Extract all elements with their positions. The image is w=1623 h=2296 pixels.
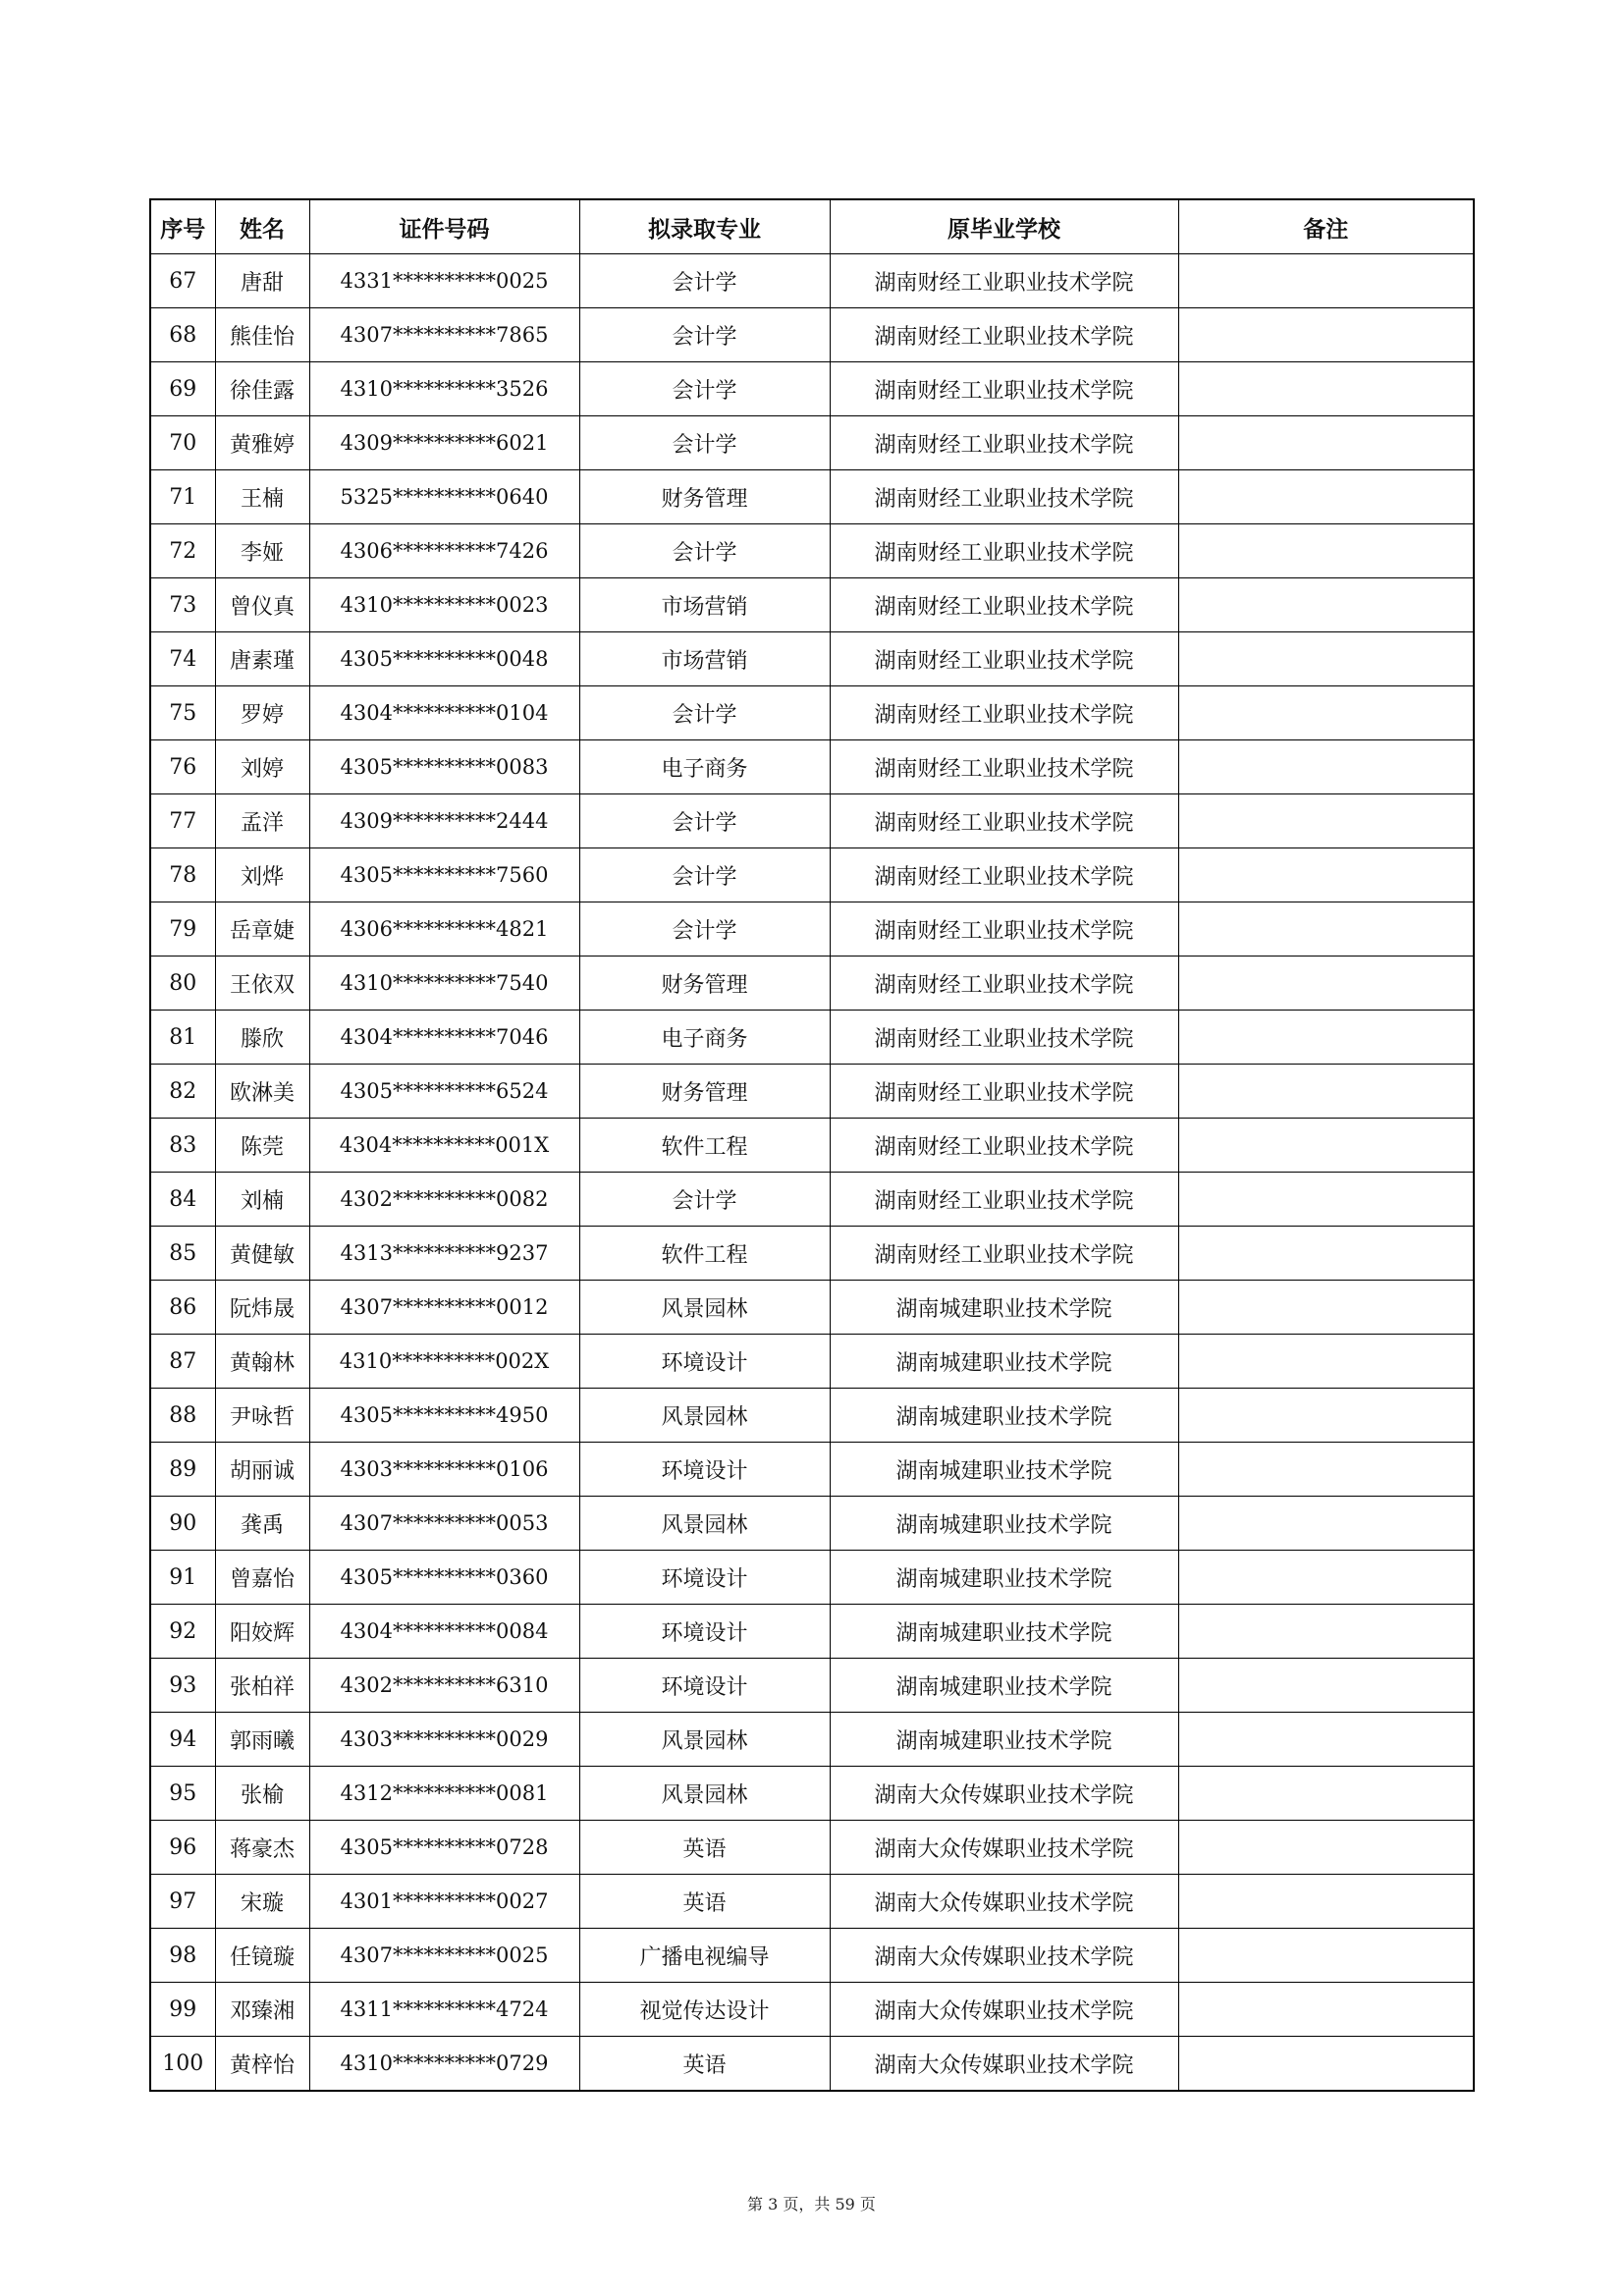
cell-id-number: 4305**********6524: [309, 1065, 579, 1119]
cell-major: 市场营销: [579, 578, 830, 632]
cell-index: 77: [150, 794, 215, 848]
table-row: [150, 848, 1474, 902]
cell-school: 湖南财经工业职业技术学院: [830, 902, 1178, 957]
cell-index: 91: [150, 1551, 215, 1605]
cell-id-number: 4302**********6310: [309, 1659, 579, 1713]
cell-name: 胡丽诚: [215, 1443, 309, 1497]
cell-index: 74: [150, 632, 215, 686]
cell-id-number: 4302**********0082: [309, 1173, 579, 1227]
table-row: [150, 1335, 1474, 1389]
cell-school: 湖南城建职业技术学院: [830, 1389, 1178, 1443]
cell-major: 风景园林: [579, 1389, 830, 1443]
cell-index: 98: [150, 1929, 215, 1983]
table-row: [150, 686, 1474, 740]
cell-remark: [1178, 1713, 1474, 1767]
table-row: [150, 902, 1474, 957]
cell-index: 71: [150, 470, 215, 524]
page-footer: 第 3 页，共 59 页: [747, 2195, 876, 2214]
cell-major: 会计学: [579, 848, 830, 902]
admission-list-sheet: [149, 198, 1473, 2092]
table-row: [150, 1659, 1474, 1713]
cell-index: 87: [150, 1335, 215, 1389]
cell-remark: [1178, 1281, 1474, 1335]
cell-name: 张榆: [215, 1767, 309, 1821]
cell-name: 黄雅婷: [215, 416, 309, 470]
cell-school: 湖南财经工业职业技术学院: [830, 470, 1178, 524]
cell-id-number: 4310**********0729: [309, 2037, 579, 2092]
cell-major: 会计学: [579, 362, 830, 416]
cell-remark: [1178, 957, 1474, 1011]
cell-school: 湖南城建职业技术学院: [830, 1659, 1178, 1713]
table-row: [150, 1065, 1474, 1119]
cell-name: 王依双: [215, 957, 309, 1011]
cell-name: 刘婷: [215, 740, 309, 794]
cell-index: 68: [150, 308, 215, 362]
cell-id-number: 4305**********7560: [309, 848, 579, 902]
table-row: [150, 632, 1474, 686]
cell-school: 湖南城建职业技术学院: [830, 1443, 1178, 1497]
cell-index: 76: [150, 740, 215, 794]
cell-index: 70: [150, 416, 215, 470]
cell-school: 湖南大众传媒职业技术学院: [830, 1929, 1178, 1983]
cell-major: 风景园林: [579, 1767, 830, 1821]
cell-major: 视觉传达设计: [579, 1983, 830, 2037]
cell-remark: [1178, 1767, 1474, 1821]
cell-index: 67: [150, 254, 215, 308]
table-header-row: [150, 199, 1474, 254]
cell-name: 徐佳露: [215, 362, 309, 416]
cell-name: 罗婷: [215, 686, 309, 740]
header-id-number: 证件号码: [309, 199, 579, 254]
cell-name: 郭雨曦: [215, 1713, 309, 1767]
cell-index: 72: [150, 524, 215, 578]
cell-name: 滕欣: [215, 1011, 309, 1065]
cell-major: 会计学: [579, 308, 830, 362]
cell-name: 阳姣辉: [215, 1605, 309, 1659]
cell-major: 市场营销: [579, 632, 830, 686]
table-row: [150, 794, 1474, 848]
cell-id-number: 4305**********0048: [309, 632, 579, 686]
cell-id-number: 4309**********6021: [309, 416, 579, 470]
cell-remark: [1178, 416, 1474, 470]
header-school: 原毕业学校: [830, 199, 1178, 254]
cell-major: 软件工程: [579, 1227, 830, 1281]
cell-id-number: 4309**********2444: [309, 794, 579, 848]
table-row: [150, 1929, 1474, 1983]
cell-major: 会计学: [579, 794, 830, 848]
cell-id-number: 4303**********0029: [309, 1713, 579, 1767]
cell-major: 会计学: [579, 686, 830, 740]
cell-index: 97: [150, 1875, 215, 1929]
cell-index: 73: [150, 578, 215, 632]
cell-name: 曾嘉怡: [215, 1551, 309, 1605]
table-row: [150, 1767, 1474, 1821]
cell-id-number: 4307**********7865: [309, 308, 579, 362]
header-major: 拟录取专业: [579, 199, 830, 254]
cell-school: 湖南财经工业职业技术学院: [830, 416, 1178, 470]
cell-name: 黄健敏: [215, 1227, 309, 1281]
cell-index: 95: [150, 1767, 215, 1821]
table-body: [150, 254, 1474, 2092]
cell-index: 94: [150, 1713, 215, 1767]
cell-index: 79: [150, 902, 215, 957]
cell-id-number: 4306**********7426: [309, 524, 579, 578]
cell-index: 88: [150, 1389, 215, 1443]
cell-name: 唐素瑾: [215, 632, 309, 686]
cell-major: 会计学: [579, 1173, 830, 1227]
cell-major: 会计学: [579, 254, 830, 308]
cell-major: 电子商务: [579, 1011, 830, 1065]
table-row: [150, 470, 1474, 524]
cell-remark: [1178, 1335, 1474, 1389]
cell-school: 湖南财经工业职业技术学院: [830, 578, 1178, 632]
cell-remark: [1178, 1605, 1474, 1659]
cell-index: 78: [150, 848, 215, 902]
cell-school: 湖南财经工业职业技术学院: [830, 794, 1178, 848]
cell-index: 100: [150, 2037, 215, 2092]
cell-name: 黄梓怡: [215, 2037, 309, 2092]
table-row: [150, 1497, 1474, 1551]
cell-name: 熊佳怡: [215, 308, 309, 362]
cell-id-number: 5325**********0640: [309, 470, 579, 524]
cell-school: 湖南财经工业职业技术学院: [830, 848, 1178, 902]
cell-id-number: 4301**********0027: [309, 1875, 579, 1929]
cell-school: 湖南财经工业职业技术学院: [830, 1119, 1178, 1173]
cell-name: 陈莞: [215, 1119, 309, 1173]
cell-id-number: 4310**********0023: [309, 578, 579, 632]
table-row: [150, 1713, 1474, 1767]
cell-index: 81: [150, 1011, 215, 1065]
cell-school: 湖南财经工业职业技术学院: [830, 1011, 1178, 1065]
cell-major: 环境设计: [579, 1605, 830, 1659]
cell-school: 湖南财经工业职业技术学院: [830, 254, 1178, 308]
cell-name: 蒋豪杰: [215, 1821, 309, 1875]
cell-school: 湖南财经工业职业技术学院: [830, 524, 1178, 578]
cell-major: 风景园林: [579, 1713, 830, 1767]
cell-major: 英语: [579, 1821, 830, 1875]
cell-id-number: 4307**********0025: [309, 1929, 579, 1983]
cell-remark: [1178, 1551, 1474, 1605]
cell-major: 会计学: [579, 416, 830, 470]
cell-remark: [1178, 1659, 1474, 1713]
cell-id-number: 4305**********0360: [309, 1551, 579, 1605]
cell-id-number: 4304**********0084: [309, 1605, 579, 1659]
cell-school: 湖南财经工业职业技术学院: [830, 1065, 1178, 1119]
table-row: [150, 308, 1474, 362]
table-row: [150, 254, 1474, 308]
cell-school: 湖南城建职业技术学院: [830, 1551, 1178, 1605]
cell-remark: [1178, 1821, 1474, 1875]
cell-remark: [1178, 1497, 1474, 1551]
cell-id-number: 4313**********9237: [309, 1227, 579, 1281]
cell-name: 邓臻湘: [215, 1983, 309, 2037]
cell-school: 湖南城建职业技术学院: [830, 1713, 1178, 1767]
cell-remark: [1178, 1119, 1474, 1173]
cell-remark: [1178, 1389, 1474, 1443]
cell-major: 会计学: [579, 524, 830, 578]
cell-major: 环境设计: [579, 1659, 830, 1713]
cell-id-number: 4307**********0012: [309, 1281, 579, 1335]
table-row: [150, 2037, 1474, 2092]
table-row: [150, 1011, 1474, 1065]
cell-major: 风景园林: [579, 1281, 830, 1335]
header-remark: 备注: [1178, 199, 1474, 254]
cell-school: 湖南大众传媒职业技术学院: [830, 1767, 1178, 1821]
cell-id-number: 4310**********7540: [309, 957, 579, 1011]
cell-name: 王楠: [215, 470, 309, 524]
cell-school: 湖南财经工业职业技术学院: [830, 1227, 1178, 1281]
table-row: [150, 416, 1474, 470]
cell-name: 任镜璇: [215, 1929, 309, 1983]
cell-major: 环境设计: [579, 1551, 830, 1605]
cell-id-number: 4303**********0106: [309, 1443, 579, 1497]
cell-name: 曾仪真: [215, 578, 309, 632]
admission-table: [149, 198, 1475, 2092]
table-row: [150, 1983, 1474, 2037]
cell-school: 湖南财经工业职业技术学院: [830, 957, 1178, 1011]
cell-name: 黄翰林: [215, 1335, 309, 1389]
cell-remark: [1178, 470, 1474, 524]
cell-major: 英语: [579, 1875, 830, 1929]
cell-remark: [1178, 1173, 1474, 1227]
cell-id-number: 4304**********001X: [309, 1119, 579, 1173]
cell-major: 软件工程: [579, 1119, 830, 1173]
cell-school: 湖南大众传媒职业技术学院: [830, 1875, 1178, 1929]
table-row: [150, 1173, 1474, 1227]
cell-id-number: 4305**********0083: [309, 740, 579, 794]
cell-index: 69: [150, 362, 215, 416]
cell-school: 湖南城建职业技术学院: [830, 1281, 1178, 1335]
cell-index: 83: [150, 1119, 215, 1173]
cell-name: 欧淋美: [215, 1065, 309, 1119]
cell-id-number: 4312**********0081: [309, 1767, 579, 1821]
cell-id-number: 4304**********0104: [309, 686, 579, 740]
table-row: [150, 1875, 1474, 1929]
cell-remark: [1178, 308, 1474, 362]
cell-id-number: 4304**********7046: [309, 1011, 579, 1065]
table-row: [150, 362, 1474, 416]
cell-name: 岳章婕: [215, 902, 309, 957]
cell-index: 92: [150, 1605, 215, 1659]
cell-major: 广播电视编导: [579, 1929, 830, 1983]
table-row: [150, 1821, 1474, 1875]
cell-name: 刘楠: [215, 1173, 309, 1227]
cell-major: 风景园林: [579, 1497, 830, 1551]
table-row: [150, 1605, 1474, 1659]
cell-remark: [1178, 1983, 1474, 2037]
cell-name: 唐甜: [215, 254, 309, 308]
cell-name: 孟洋: [215, 794, 309, 848]
table-row: [150, 524, 1474, 578]
cell-id-number: 4331**********0025: [309, 254, 579, 308]
cell-remark: [1178, 524, 1474, 578]
cell-school: 湖南城建职业技术学院: [830, 1605, 1178, 1659]
table-row: [150, 1119, 1474, 1173]
cell-remark: [1178, 1875, 1474, 1929]
table-row: [150, 740, 1474, 794]
cell-school: 湖南城建职业技术学院: [830, 1335, 1178, 1389]
cell-remark: [1178, 578, 1474, 632]
header-index: 序号: [150, 199, 215, 254]
cell-school: 湖南财经工业职业技术学院: [830, 308, 1178, 362]
table-row: [150, 1443, 1474, 1497]
cell-index: 99: [150, 1983, 215, 2037]
cell-remark: [1178, 1011, 1474, 1065]
cell-id-number: 4305**********0728: [309, 1821, 579, 1875]
table-row: [150, 1551, 1474, 1605]
header-name: 姓名: [215, 199, 309, 254]
cell-remark: [1178, 848, 1474, 902]
cell-school: 湖南财经工业职业技术学院: [830, 1173, 1178, 1227]
cell-school: 湖南财经工业职业技术学院: [830, 740, 1178, 794]
cell-school: 湖南财经工业职业技术学院: [830, 362, 1178, 416]
cell-remark: [1178, 632, 1474, 686]
cell-name: 刘烨: [215, 848, 309, 902]
cell-remark: [1178, 1065, 1474, 1119]
cell-major: 会计学: [579, 902, 830, 957]
cell-name: 宋璇: [215, 1875, 309, 1929]
cell-remark: [1178, 362, 1474, 416]
table-row: [150, 957, 1474, 1011]
cell-remark: [1178, 902, 1474, 957]
table-row: [150, 1227, 1474, 1281]
cell-id-number: 4311**********4724: [309, 1983, 579, 2037]
cell-remark: [1178, 794, 1474, 848]
cell-id-number: 4310**********3526: [309, 362, 579, 416]
table-row: [150, 1389, 1474, 1443]
cell-school: 湖南财经工业职业技术学院: [830, 686, 1178, 740]
cell-name: 李娅: [215, 524, 309, 578]
cell-index: 96: [150, 1821, 215, 1875]
cell-index: 89: [150, 1443, 215, 1497]
cell-name: 尹咏哲: [215, 1389, 309, 1443]
cell-major: 财务管理: [579, 1065, 830, 1119]
cell-major: 财务管理: [579, 470, 830, 524]
cell-major: 电子商务: [579, 740, 830, 794]
cell-index: 90: [150, 1497, 215, 1551]
cell-index: 80: [150, 957, 215, 1011]
cell-major: 英语: [579, 2037, 830, 2092]
cell-index: 82: [150, 1065, 215, 1119]
cell-school: 湖南大众传媒职业技术学院: [830, 1983, 1178, 2037]
cell-remark: [1178, 686, 1474, 740]
cell-name: 张柏祥: [215, 1659, 309, 1713]
cell-school: 湖南城建职业技术学院: [830, 1497, 1178, 1551]
cell-remark: [1178, 740, 1474, 794]
cell-id-number: 4305**********4950: [309, 1389, 579, 1443]
cell-school: 湖南大众传媒职业技术学院: [830, 2037, 1178, 2092]
table-row: [150, 578, 1474, 632]
cell-school: 湖南大众传媒职业技术学院: [830, 1821, 1178, 1875]
cell-major: 财务管理: [579, 957, 830, 1011]
cell-name: 龚禹: [215, 1497, 309, 1551]
cell-remark: [1178, 2037, 1474, 2092]
cell-remark: [1178, 254, 1474, 308]
cell-index: 75: [150, 686, 215, 740]
cell-index: 86: [150, 1281, 215, 1335]
cell-name: 阮炜晟: [215, 1281, 309, 1335]
cell-remark: [1178, 1443, 1474, 1497]
cell-index: 85: [150, 1227, 215, 1281]
cell-major: 环境设计: [579, 1335, 830, 1389]
cell-remark: [1178, 1929, 1474, 1983]
cell-school: 湖南财经工业职业技术学院: [830, 632, 1178, 686]
cell-index: 93: [150, 1659, 215, 1713]
cell-id-number: 4306**********4821: [309, 902, 579, 957]
cell-id-number: 4307**********0053: [309, 1497, 579, 1551]
cell-major: 环境设计: [579, 1443, 830, 1497]
cell-remark: [1178, 1227, 1474, 1281]
table-row: [150, 1281, 1474, 1335]
cell-id-number: 4310**********002X: [309, 1335, 579, 1389]
cell-index: 84: [150, 1173, 215, 1227]
